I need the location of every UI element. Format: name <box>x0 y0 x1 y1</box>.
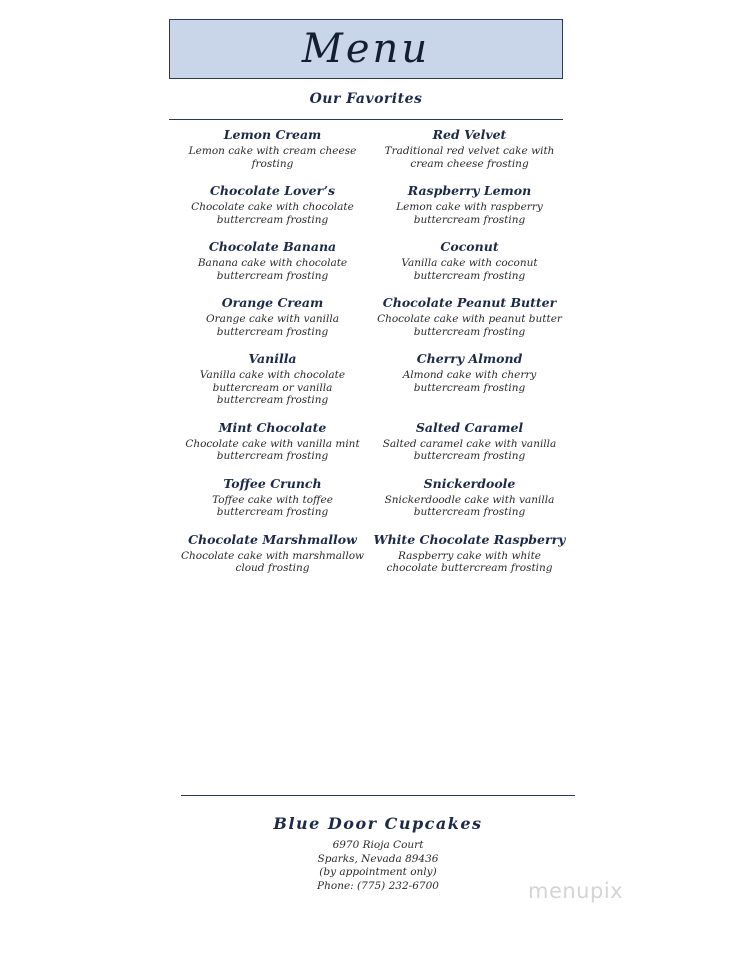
menu-item-name: Toffee Crunch <box>223 475 322 491</box>
menu-item-name: Coconut <box>440 239 499 254</box>
menu-item-description: Vanilla cake with chocolate buttercream or vanilla buttercream frosting <box>199 369 346 406</box>
menu-item <box>371 294 568 338</box>
business-name: Blue Door Cupcakes <box>273 814 483 833</box>
menu-item-name: Lemon Cream <box>223 127 322 142</box>
menu-item <box>174 531 371 575</box>
appointment-note: (by appointment only) <box>319 866 437 878</box>
menu-item-name: White Chocolate Raspberry <box>373 531 566 547</box>
menu-item-description: Raspberry cake with white chocolate buttercream frosting <box>386 549 553 574</box>
menupix-watermark: menupix <box>528 879 624 903</box>
menu-item-description: Chocolate cake with peanut butter buttercream frosting <box>377 313 562 338</box>
menu-item-description: Salted caramel cake with vanilla buttercream frosting <box>382 437 557 462</box>
menu-item <box>371 475 568 519</box>
menu-item-name: Snickerdoole <box>423 475 516 491</box>
menu-item <box>371 126 568 170</box>
bottom-divider <box>181 795 575 796</box>
menu-item <box>371 531 568 575</box>
menu-item-name: Chocolate Banana <box>208 239 337 254</box>
section-subtitle: Our Favorites <box>309 91 423 107</box>
menu-item-description: Traditional red velvet cake with cream cheese frosting <box>384 145 555 170</box>
menu-item <box>174 475 371 519</box>
menu-items-grid <box>174 126 568 575</box>
menu-title-box <box>169 19 563 79</box>
menu-item-name: Chocolate Peanut Butter <box>382 295 557 310</box>
menu-item <box>371 419 568 463</box>
street-address: 6970 Rioja Court <box>332 839 424 851</box>
menu-item-description: Lemon cake with raspberry buttercream frosting <box>396 201 543 226</box>
menu-item-name: Red Velvet <box>432 127 507 142</box>
menu-item-description: Chocolate cake with vanilla mint buttercream frosting <box>185 437 360 462</box>
menu-item <box>174 419 371 463</box>
menu-item-name: Salted Caramel <box>415 419 524 435</box>
menu-item <box>371 238 568 282</box>
menu-item-name: Chocolate Lover’s <box>209 183 336 198</box>
menu-item-name: Cherry Almond <box>416 351 523 366</box>
menu-title: Menu <box>301 26 431 72</box>
menu-item <box>174 182 371 226</box>
menu-item-description: Toffee cake with toffee buttercream frosting <box>212 493 333 518</box>
menu-item-name: Chocolate Marshmallow <box>188 531 357 547</box>
menu-item-description: Snickerdoodle cake with vanilla buttercream frosting <box>384 493 555 518</box>
top-divider <box>169 119 563 120</box>
business-footer <box>181 813 575 893</box>
city-state-zip: Sparks, Nevada 89436 <box>317 852 439 865</box>
menu-item-description: Orange cake with vanilla buttercream frosting <box>206 313 339 338</box>
menu-item <box>174 126 371 170</box>
menu-item-description: Chocolate cake with chocolate buttercream frosting <box>191 201 354 226</box>
menu-item-description: Vanilla cake with coconut buttercream frosting <box>401 257 538 282</box>
menu-item <box>371 182 568 226</box>
menu-item <box>174 294 371 338</box>
menu-item-name: Mint Chocolate <box>218 419 327 435</box>
menu-item-name: Vanilla <box>248 351 297 366</box>
menu-item-description: Chocolate cake with marshmallow cloud frosting <box>180 549 365 574</box>
menu-item <box>174 350 371 407</box>
menu-item <box>371 350 568 407</box>
menu-item <box>174 238 371 282</box>
menu-item-description: Almond cake with cherry buttercream frosting <box>402 369 537 394</box>
menu-item-description: Lemon cake with cream cheese frosting <box>188 145 357 170</box>
menu-item-name: Orange Cream <box>221 295 324 310</box>
phone-number: Phone: (775) 232-6700 <box>317 879 439 892</box>
menu-item-name: Raspberry Lemon <box>407 183 532 198</box>
menu-item-description: Banana cake with chocolate buttercream frosting <box>197 257 348 282</box>
